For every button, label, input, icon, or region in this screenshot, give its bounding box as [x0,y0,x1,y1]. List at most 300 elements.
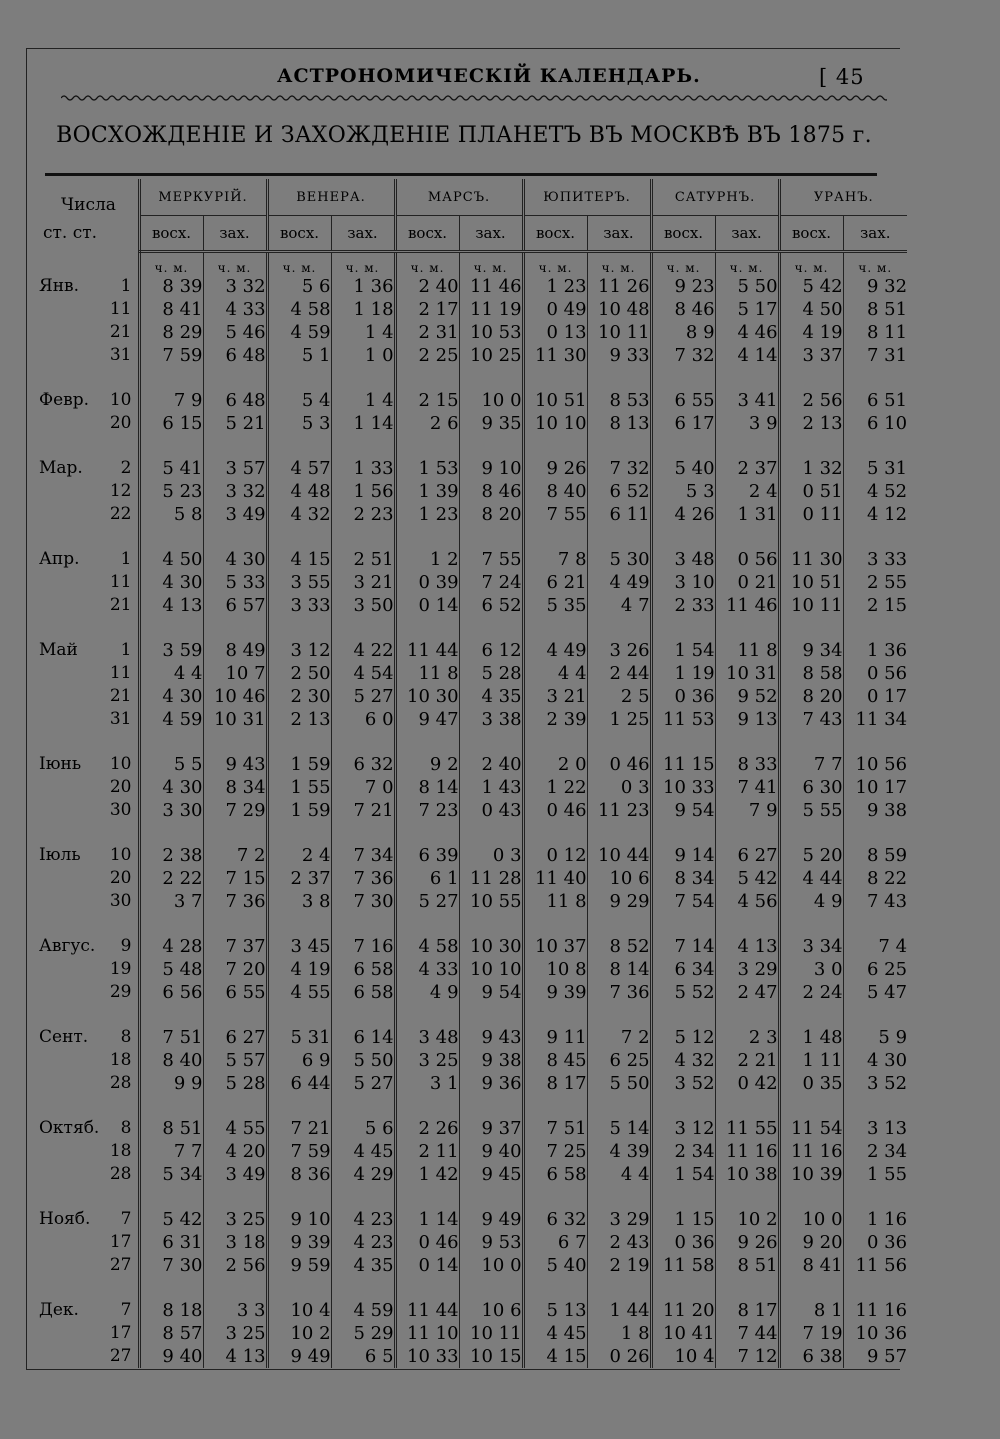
rise-time-cell: 4 50 [779,298,843,321]
set-time-cell: 4 23 [331,1231,395,1254]
date-cell [39,890,139,913]
rise-column-header: восх. [779,216,843,252]
set-time-cell: 1 18 [331,298,395,321]
set-time-cell: 10 11 [587,321,651,344]
set-time-cell: 6 27 [715,844,779,867]
set-time-cell: 5 21 [203,412,267,435]
set-time-cell: 10 55 [459,890,523,913]
set-time-cell: 8 34 [203,776,267,799]
set-time-cell: 10 2 [715,1208,779,1231]
day-label: 7 [120,1209,132,1229]
rise-time-cell: 8 9 [651,321,715,344]
rise-time-cell: 2 15 [395,389,459,412]
set-time-cell: 4 30 [203,548,267,571]
rise-time-cell: 10 39 [779,1163,843,1186]
rise-time-cell: 1 22 [523,776,587,799]
table-row [39,344,907,367]
rise-time-cell: 10 4 [267,1299,331,1322]
table-row [39,708,907,731]
day-label: 10 [109,390,132,410]
rise-time-cell: 4 15 [523,1345,587,1368]
rise-time-cell: 2 13 [267,708,331,731]
set-time-cell: 5 27 [331,685,395,708]
set-time-cell: 9 53 [459,1231,523,1254]
month-label: Сент. [39,1027,89,1047]
rise-time-cell: 3 59 [139,639,203,662]
set-time-cell: 9 43 [203,753,267,776]
rise-time-cell: 0 39 [395,571,459,594]
rise-time-cell: 4 58 [395,935,459,958]
rise-time-cell: 7 54 [651,890,715,913]
table-row [39,1140,907,1163]
rise-time-cell: 4 59 [139,708,203,731]
date-cell [39,1231,139,1254]
date-cell [39,753,139,776]
set-time-cell: 3 3 [203,1299,267,1322]
table-row [39,389,907,412]
table-row [39,503,907,526]
date-cell [39,662,139,685]
group-gap [39,822,907,844]
rise-time-cell: 4 19 [779,321,843,344]
set-time-cell: 3 25 [203,1208,267,1231]
set-time-cell: 3 18 [203,1231,267,1254]
rise-time-cell: 1 59 [267,753,331,776]
set-time-cell: 10 38 [715,1163,779,1186]
rise-time-cell: 10 2 [267,1322,331,1345]
day-label: 28 [109,1164,132,1184]
date-cell [39,776,139,799]
table-row [39,958,907,981]
set-time-cell: 10 30 [459,935,523,958]
rise-time-cell: 0 12 [523,844,587,867]
planet-table [39,179,907,1368]
rise-time-cell: 0 14 [395,594,459,617]
table-row [39,776,907,799]
table-row [39,890,907,913]
running-title: АСТРОНОМИЧЕСКІЙ КАЛЕНДАРЬ. [277,65,701,87]
rise-time-cell: 9 47 [395,708,459,731]
set-time-cell: 6 52 [459,594,523,617]
rise-time-cell: 6 9 [267,1049,331,1072]
table-row [39,412,907,435]
rise-time-cell: 7 51 [139,1026,203,1049]
date-header-bottom: ст. ст. [43,223,98,244]
rise-time-cell: 6 44 [267,1072,331,1095]
set-time-cell: 6 11 [587,503,651,526]
set-time-cell: 3 33 [843,548,907,571]
day-label: 8 [120,1118,132,1138]
unit-label: ч. м. [459,252,523,276]
month-label: Янв. [39,276,80,296]
rise-time-cell: 3 34 [779,935,843,958]
set-time-cell: 8 33 [715,753,779,776]
set-time-cell: 3 26 [587,639,651,662]
set-time-cell: 2 43 [587,1231,651,1254]
rise-time-cell: 10 4 [651,1345,715,1368]
table-row [39,799,907,822]
set-time-cell: 11 16 [715,1140,779,1163]
set-time-cell: 6 27 [203,1026,267,1049]
rise-time-cell: 0 51 [779,480,843,503]
rise-time-cell: 11 40 [523,867,587,890]
set-time-cell: 9 49 [459,1208,523,1231]
set-time-cell: 3 41 [715,389,779,412]
rise-time-cell: 4 30 [139,571,203,594]
table-row [39,1345,907,1368]
table-row [39,480,907,503]
rise-time-cell: 7 7 [779,753,843,776]
date-cell [39,1322,139,1345]
set-time-cell: 11 28 [459,867,523,890]
set-time-cell: 9 26 [715,1231,779,1254]
set-time-cell: 3 52 [843,1072,907,1095]
set-time-cell: 3 57 [203,457,267,480]
set-time-cell: 5 9 [843,1026,907,1049]
group-gap [39,913,907,935]
rise-time-cell: 0 36 [651,685,715,708]
set-time-cell: 9 43 [459,1026,523,1049]
table-row [39,662,907,685]
planet-header: ВЕНЕРА. [267,179,395,216]
set-time-cell: 5 29 [331,1322,395,1345]
set-time-cell: 11 55 [715,1117,779,1140]
unit-label: ч. м. [331,252,395,276]
table-row [39,1322,907,1345]
planet-header: МАРСЪ. [395,179,523,216]
rise-column-header: восх. [523,216,587,252]
set-time-cell: 10 36 [843,1322,907,1345]
set-time-cell: 7 36 [203,890,267,913]
rise-time-cell: 7 9 [139,389,203,412]
rise-time-cell: 6 30 [779,776,843,799]
set-time-cell: 10 31 [715,662,779,685]
set-time-cell: 6 12 [459,639,523,662]
rise-time-cell: 2 0 [523,753,587,776]
set-time-cell: 6 10 [843,412,907,435]
set-time-cell: 8 51 [715,1254,779,1277]
rise-time-cell: 4 9 [779,890,843,913]
set-time-cell: 4 23 [331,1208,395,1231]
day-label: 19 [109,959,132,979]
rise-time-cell: 2 34 [651,1140,715,1163]
set-time-cell: 1 33 [331,457,395,480]
set-time-cell: 7 30 [331,890,395,913]
rise-time-cell: 6 31 [139,1231,203,1254]
set-time-cell: 2 5 [587,685,651,708]
set-time-cell: 4 55 [203,1117,267,1140]
set-time-cell: 7 4 [843,935,907,958]
set-time-cell: 4 20 [203,1140,267,1163]
set-time-cell: 3 32 [203,480,267,503]
rise-time-cell: 1 32 [779,457,843,480]
set-time-cell: 0 36 [843,1231,907,1254]
rise-time-cell: 4 44 [779,867,843,890]
set-time-cell: 8 17 [715,1299,779,1322]
rise-time-cell: 3 30 [139,799,203,822]
set-time-cell: 5 17 [715,298,779,321]
table-row [39,1026,907,1049]
rise-column-header: восх. [139,216,203,252]
rise-time-cell: 2 17 [395,298,459,321]
units-spacer [39,252,139,276]
rise-time-cell: 1 2 [395,548,459,571]
set-time-cell: 0 42 [715,1072,779,1095]
set-time-cell: 8 46 [459,480,523,503]
set-time-cell: 0 56 [715,548,779,571]
title-rule [45,173,877,176]
set-time-cell: 4 59 [331,1299,395,1322]
set-time-cell: 5 33 [203,571,267,594]
rise-time-cell: 2 40 [395,275,459,298]
set-time-cell: 0 21 [715,571,779,594]
table-row [39,571,907,594]
rise-time-cell: 10 51 [523,389,587,412]
rise-time-cell: 2 4 [267,844,331,867]
set-time-cell: 3 13 [843,1117,907,1140]
rise-time-cell: 8 41 [779,1254,843,1277]
rise-time-cell: 6 21 [523,571,587,594]
set-time-cell: 7 43 [843,890,907,913]
group-gap [39,526,907,548]
set-time-cell: 4 13 [715,935,779,958]
rise-time-cell: 4 13 [139,594,203,617]
set-time-cell: 5 28 [459,662,523,685]
rise-time-cell: 3 12 [267,639,331,662]
set-time-cell: 0 43 [459,799,523,822]
rise-time-cell: 7 14 [651,935,715,958]
set-time-cell: 6 0 [331,708,395,731]
date-cell [39,503,139,526]
set-time-cell: 4 13 [203,1345,267,1368]
rise-time-cell: 8 57 [139,1322,203,1345]
rise-time-cell: 4 32 [651,1049,715,1072]
rise-time-cell: 1 23 [523,275,587,298]
rise-time-cell: 4 4 [523,662,587,685]
set-time-cell: 5 46 [203,321,267,344]
set-time-cell: 10 56 [843,753,907,776]
set-time-cell: 6 32 [331,753,395,776]
group-gap [39,1004,907,1026]
set-time-cell: 2 56 [203,1254,267,1277]
date-cell [39,1072,139,1095]
set-time-cell: 7 36 [587,981,651,1004]
month-label: Авгус. [39,936,96,956]
table-row [39,1163,907,1186]
rise-time-cell: 0 46 [523,799,587,822]
rise-time-cell: 3 48 [651,548,715,571]
rise-time-cell: 8 34 [651,867,715,890]
rise-time-cell: 4 49 [523,639,587,662]
set-column-header: зах. [459,216,523,252]
day-label: 1 [120,549,132,569]
set-time-cell: 10 17 [843,776,907,799]
rise-time-cell: 4 45 [523,1322,587,1345]
rise-time-cell: 5 31 [267,1026,331,1049]
rise-time-cell: 4 32 [267,503,331,526]
date-cell [39,981,139,1004]
day-label: 8 [120,1027,132,1047]
rise-time-cell: 2 24 [779,981,843,1004]
set-time-cell: 6 25 [843,958,907,981]
rise-time-cell: 7 55 [523,503,587,526]
set-time-cell: 6 51 [843,389,907,412]
set-time-cell: 5 30 [587,548,651,571]
unit-label: ч. м. [139,252,203,276]
set-time-cell: 11 19 [459,298,523,321]
date-cell [39,685,139,708]
rise-time-cell: 8 40 [523,480,587,503]
set-time-cell: 9 10 [459,457,523,480]
set-time-cell: 4 7 [587,594,651,617]
day-label: 29 [109,982,132,1002]
rise-time-cell: 2 26 [395,1117,459,1140]
set-time-cell: 10 7 [203,662,267,685]
set-time-cell: 2 37 [715,457,779,480]
set-time-cell: 9 45 [459,1163,523,1186]
rise-time-cell: 2 37 [267,867,331,890]
set-time-cell: 2 21 [715,1049,779,1072]
rise-time-cell: 3 21 [523,685,587,708]
set-time-cell: 2 23 [331,503,395,526]
set-time-cell: 9 29 [587,890,651,913]
day-label: 11 [109,663,132,683]
set-column-header: зах. [587,216,651,252]
rise-time-cell: 5 55 [779,799,843,822]
rise-time-cell: 8 41 [139,298,203,321]
set-time-cell: 4 46 [715,321,779,344]
set-time-cell: 4 54 [331,662,395,685]
table-row [39,548,907,571]
rise-time-cell: 9 26 [523,457,587,480]
set-time-cell: 2 3 [715,1026,779,1049]
set-time-cell: 2 34 [843,1140,907,1163]
set-time-cell: 7 20 [203,958,267,981]
set-time-cell: 7 24 [459,571,523,594]
rise-time-cell: 11 8 [395,662,459,685]
planet-header: УРАНЪ. [779,179,907,216]
set-time-cell: 9 35 [459,412,523,435]
day-label: 12 [109,481,132,501]
rise-time-cell: 1 19 [651,662,715,685]
table-row [39,935,907,958]
table-row [39,1254,907,1277]
set-time-cell: 1 14 [331,412,395,435]
date-cell [39,412,139,435]
rise-time-cell: 0 46 [395,1231,459,1254]
rise-time-cell: 0 14 [395,1254,459,1277]
set-time-cell: 8 51 [843,298,907,321]
set-time-cell: 1 4 [331,321,395,344]
set-time-cell: 6 5 [331,1345,395,1368]
rise-time-cell: 2 38 [139,844,203,867]
rise-time-cell: 4 19 [267,958,331,981]
set-time-cell: 1 0 [331,344,395,367]
rise-time-cell: 6 7 [523,1231,587,1254]
set-time-cell: 6 57 [203,594,267,617]
planet-header: САТУРНЪ. [651,179,779,216]
rise-time-cell: 7 19 [779,1322,843,1345]
month-label: Нояб. [39,1209,91,1229]
rise-time-cell: 5 6 [267,275,331,298]
set-time-cell: 3 38 [459,708,523,731]
rise-time-cell: 9 11 [523,1026,587,1049]
set-time-cell: 5 6 [331,1117,395,1140]
day-label: 20 [109,868,132,888]
units-row [39,252,907,276]
rise-time-cell: 4 59 [267,321,331,344]
unit-label: ч. м. [651,252,715,276]
rise-time-cell: 10 11 [779,594,843,617]
set-time-cell: 1 36 [331,275,395,298]
rise-time-cell: 8 14 [395,776,459,799]
rise-column-header: восх. [651,216,715,252]
set-column-header: зах. [331,216,395,252]
set-time-cell: 6 48 [203,344,267,367]
rise-time-cell: 11 44 [395,639,459,662]
day-label: 7 [120,1300,132,1320]
set-time-cell: 10 44 [587,844,651,867]
rise-time-cell: 7 8 [523,548,587,571]
date-cell [39,571,139,594]
set-time-cell: 4 45 [331,1140,395,1163]
set-time-cell: 8 49 [203,639,267,662]
rise-time-cell: 5 41 [139,457,203,480]
set-time-cell: 0 56 [843,662,907,685]
rise-time-cell: 7 43 [779,708,843,731]
set-time-cell: 7 0 [331,776,395,799]
rise-time-cell: 5 42 [139,1208,203,1231]
rise-time-cell: 1 59 [267,799,331,822]
rise-time-cell: 8 1 [779,1299,843,1322]
set-time-cell: 6 55 [203,981,267,1004]
set-time-cell: 10 46 [203,685,267,708]
day-label: 18 [109,1141,132,1161]
rise-time-cell: 1 42 [395,1163,459,1186]
page [26,48,908,1370]
planet-header-row [39,179,907,216]
table-row [39,1072,907,1095]
rise-time-cell: 5 20 [779,844,843,867]
day-label: 31 [109,345,132,365]
rise-time-cell: 4 26 [651,503,715,526]
set-time-cell: 10 31 [203,708,267,731]
rise-time-cell: 6 34 [651,958,715,981]
table-row [39,981,907,1004]
day-label: 22 [109,504,132,524]
rise-time-cell: 7 51 [523,1117,587,1140]
rise-time-cell: 3 0 [779,958,843,981]
rise-time-cell: 3 8 [267,890,331,913]
rise-time-cell: 10 0 [779,1208,843,1231]
set-time-cell: 4 4 [587,1163,651,1186]
rise-time-cell: 4 33 [395,958,459,981]
rise-time-cell: 3 52 [651,1072,715,1095]
rise-time-cell: 7 32 [651,344,715,367]
rise-time-cell: 7 30 [139,1254,203,1277]
date-cell [39,1140,139,1163]
set-time-cell: 2 47 [715,981,779,1004]
set-time-cell: 11 46 [715,594,779,617]
set-time-cell: 9 54 [459,981,523,1004]
rise-time-cell: 1 55 [267,776,331,799]
set-time-cell: 0 26 [587,1345,651,1368]
set-time-cell: 4 22 [331,639,395,662]
set-time-cell: 8 13 [587,412,651,435]
set-time-cell: 5 14 [587,1117,651,1140]
set-time-cell: 2 15 [843,594,907,617]
set-time-cell: 9 13 [715,708,779,731]
